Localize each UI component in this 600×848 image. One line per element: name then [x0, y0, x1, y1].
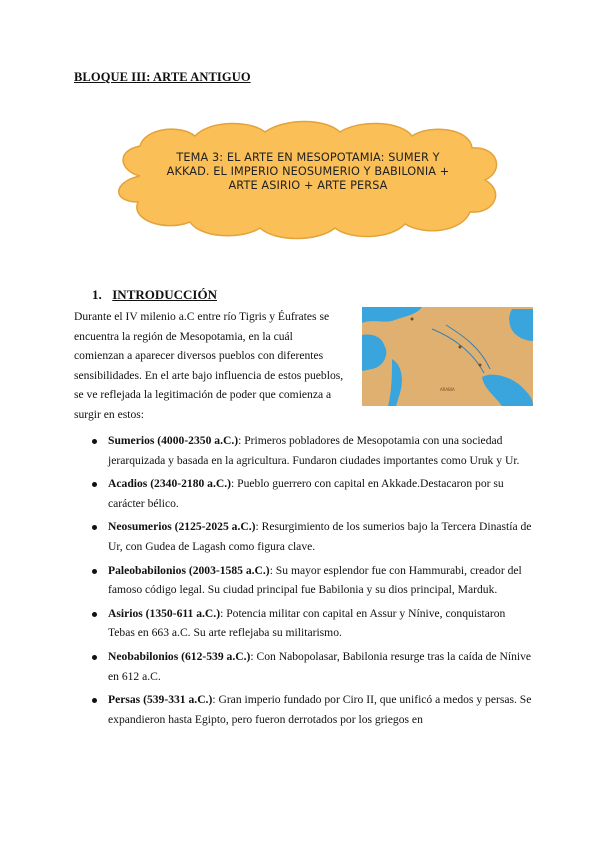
list-item	[92, 604, 532, 643]
bullet-icon	[92, 439, 97, 444]
period-description: : Pueblo guerrero con capital en Akkade.Destacaron por su carácter bélico.	[108, 477, 504, 510]
period-name: Sumerios (4000-2350 a.C.)	[108, 434, 239, 447]
period-name: Neobabilonios (612-539 a.C.)	[108, 649, 251, 663]
list-item	[92, 561, 532, 600]
period-description: : Gran imperio fundado por Ciro II, que unificó a medos y persas. Se expandieron hasta Egipto, pero fueron derrotados por los griegos en	[108, 693, 532, 726]
list-item	[92, 690, 532, 729]
section-number: 1.	[92, 287, 102, 302]
bullet-icon	[92, 482, 97, 487]
period-name: Asirios (1350-611 a.C.)	[108, 606, 221, 620]
period-name: Paleobabilonios (2003-1585 a.C.)	[108, 563, 270, 577]
list-item	[92, 647, 532, 686]
period-description: : Con Nabopolasar, Babilonia resurge tras la caída de Nínive en 612 a.C.	[108, 649, 532, 683]
period-name: Persas (539-331 a.C.)	[108, 693, 213, 707]
period-description: : Resurgimiento de los sumerios bajo la Tercera Dinastía de Ur, con Gudea de Lagash como figura clave.	[108, 520, 532, 553]
mesopotamia-map-image	[362, 307, 533, 406]
period-description: : Su mayor esplendor fue con Hammurabi, creador del famoso código legal. Su ciudad principal fue Babilonia y su dios principal, Marduk.	[108, 563, 522, 597]
periods-list	[92, 431, 532, 733]
topic-title	[140, 151, 476, 193]
map-region-label: ARABIA	[440, 387, 455, 392]
intro-line: surgir en estos:	[74, 407, 144, 421]
section-heading	[92, 287, 217, 303]
intro-line: Durante el IV milenio a.C entre río Tigris y Éufrates se	[74, 310, 330, 323]
list-item	[92, 431, 532, 470]
section-title: INTRODUCCIÓN	[112, 287, 217, 302]
intro-line: sensibilidades. En el arte bajo influencia de estos pueblos,	[74, 368, 344, 382]
bullet-icon	[92, 525, 97, 530]
topic-line-2: AKKAD. EL IMPERIO NEOSUMERIO Y BABILONIA +	[166, 165, 450, 178]
period-description: : Potencia militar con capital en Assur y Nínive, conquistaron Tebas en 663 a.C. Su arte reflejaba su militarismo.	[108, 606, 506, 640]
list-item	[92, 517, 532, 556]
bullet-icon	[92, 698, 97, 703]
topic-line-1: TEMA 3: EL ARTE EN MESOPOTAMIA: SUMER Y	[176, 151, 440, 164]
period-description: : Primeros pobladores de Mesopotamia con una sociedad jerarquizada y basada en la agricultura. Fundaron ciudades importantes como Uruk y Ur.	[108, 434, 520, 467]
block-title: BLOQUE III: ARTE ANTIGUO	[74, 70, 251, 84]
topic-cloud	[100, 116, 512, 246]
period-name: Neosumerios (2125-2025 a.C.)	[108, 520, 256, 534]
bullet-icon	[92, 569, 97, 574]
intro-paragraph	[74, 307, 354, 425]
period-name: Acadios (2340-2180 a.C.)	[108, 477, 232, 491]
intro-line: se ve reflejada la legitimación de poder que comienza a	[74, 388, 332, 402]
intro-line: encuentra la región de Mesopotamia, en la cuál	[74, 329, 293, 343]
bullet-icon	[92, 655, 97, 660]
bullet-icon	[92, 612, 97, 617]
topic-line-3: ARTE ASIRIO + ARTE PERSA	[228, 179, 388, 192]
intro-line: comienzan a aparecer diversos pueblos con diferentes	[74, 349, 324, 363]
list-item	[92, 474, 532, 513]
